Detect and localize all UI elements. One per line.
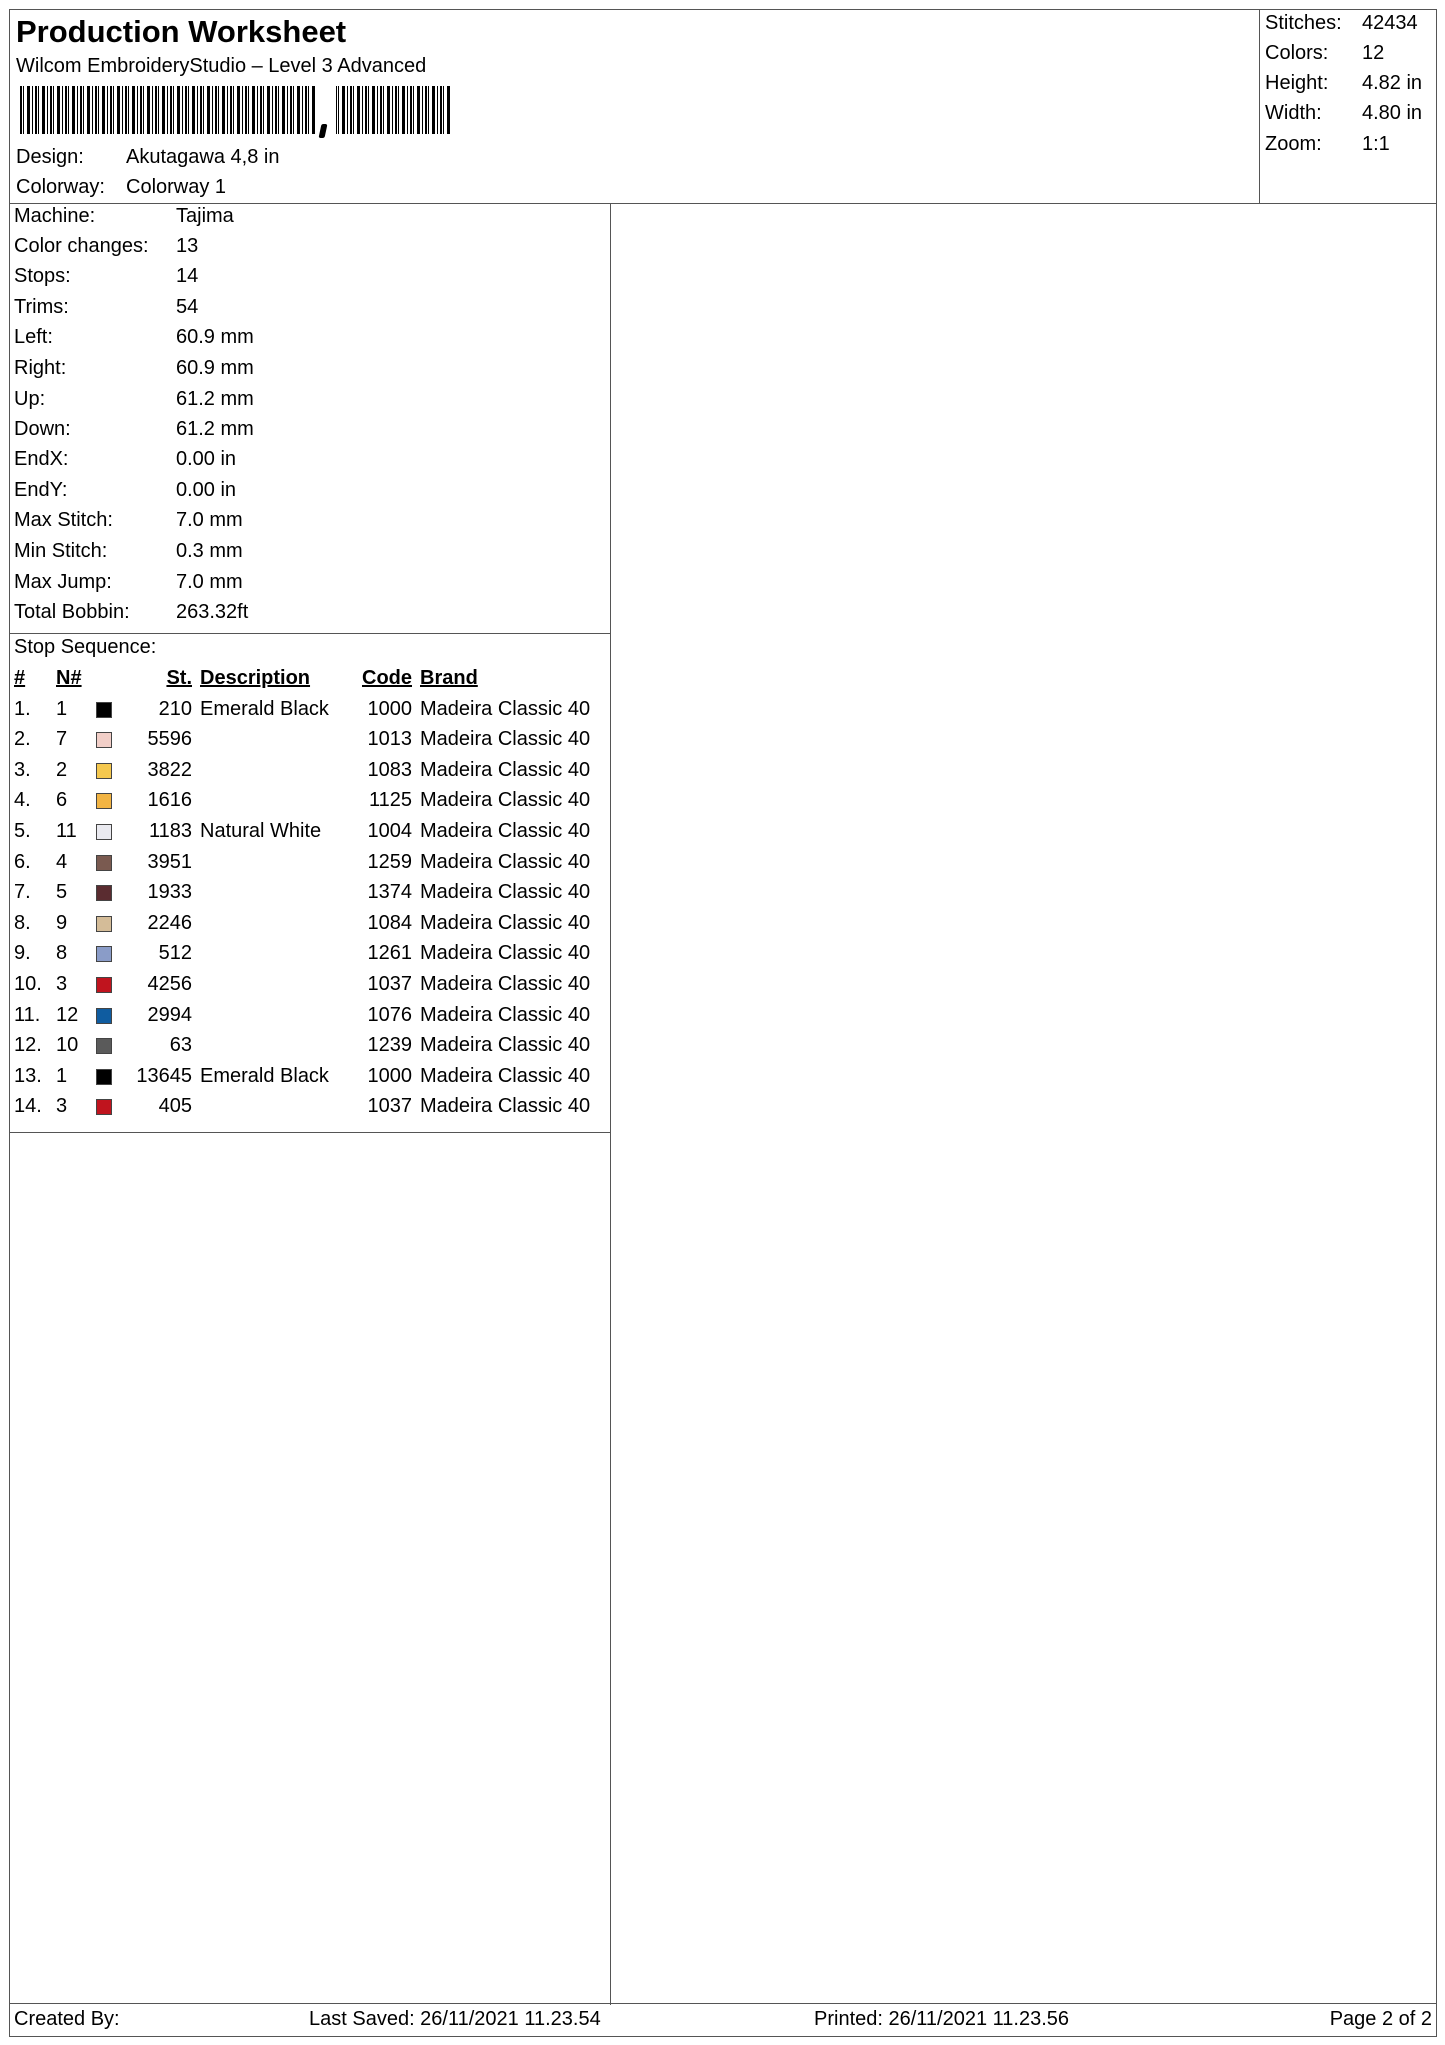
barcode-bars xyxy=(20,86,452,134)
stop-number: 7. xyxy=(14,881,31,903)
info-label: EndX: xyxy=(14,448,69,470)
last-saved: Last Saved: 26/11/2021 11.23.54 xyxy=(309,2008,601,2030)
color-swatch xyxy=(96,793,112,809)
stat-label: Colors: xyxy=(1265,42,1329,64)
stitch-count: 1183 xyxy=(148,820,192,842)
thread-code: 1261 xyxy=(367,942,412,964)
thread-brand: Madeira Classic 40 xyxy=(420,728,591,750)
stat-row xyxy=(1265,42,1384,65)
created-by: Created By: xyxy=(14,2008,120,2030)
thread-brand: Madeira Classic 40 xyxy=(420,912,591,934)
info-value: 60.9 mm xyxy=(176,326,254,348)
color-swatch xyxy=(96,1099,112,1115)
page-number: Page 2 of 2 xyxy=(1329,2008,1432,2030)
thread-description: Emerald Black xyxy=(200,698,329,720)
color-swatch xyxy=(96,885,112,901)
thread-code: 1076 xyxy=(367,1004,412,1026)
thread-description: Natural White xyxy=(200,820,322,842)
col-header-needle: N# xyxy=(56,667,82,689)
colorway-row xyxy=(16,176,226,199)
stat-value: 42434 xyxy=(1362,12,1418,34)
stats-panel xyxy=(1259,10,1436,203)
info-value: Tajima xyxy=(176,205,234,227)
thread-brand: Madeira Classic 40 xyxy=(420,851,591,873)
stat-label: Stitches: xyxy=(1265,12,1342,34)
info-label: EndY: xyxy=(14,479,68,501)
needle-number: 9 xyxy=(56,912,68,934)
stitch-count: 13645 xyxy=(136,1065,192,1087)
color-swatch xyxy=(96,1008,112,1024)
stat-value: 4.80 in xyxy=(1362,102,1423,124)
thread-code: 1084 xyxy=(367,912,412,934)
info-row xyxy=(14,540,243,563)
section-divider xyxy=(10,1132,610,1133)
design-label: Design: xyxy=(16,146,84,168)
color-swatch xyxy=(96,732,112,748)
table-row xyxy=(14,1065,610,1095)
stop-number: 11. xyxy=(14,1004,41,1026)
info-value: 60.9 mm xyxy=(176,357,254,379)
info-value: 0.3 mm xyxy=(176,540,243,562)
thread-brand: Madeira Classic 40 xyxy=(420,973,591,995)
table-row xyxy=(14,912,610,942)
stop-number: 9. xyxy=(14,942,31,964)
stat-label: Width: xyxy=(1265,102,1322,124)
stat-value: 12 xyxy=(1362,42,1385,64)
info-row xyxy=(14,326,254,349)
info-label: Min Stitch: xyxy=(14,540,108,562)
table-header-row xyxy=(14,667,610,697)
col-header-stitches: St. xyxy=(166,667,192,689)
printed-date: Printed: 26/11/2021 11.23.56 xyxy=(814,2008,1070,2030)
table-row xyxy=(14,851,610,881)
stat-row xyxy=(1265,12,1418,35)
thread-code: 1004 xyxy=(367,820,412,842)
thread-brand: Madeira Classic 40 xyxy=(420,942,591,964)
thread-code: 1000 xyxy=(367,698,412,720)
info-label: Color changes: xyxy=(14,235,149,257)
stop-number: 12. xyxy=(14,1034,42,1056)
stop-number: 3. xyxy=(14,759,31,781)
stat-value: 1:1 xyxy=(1362,133,1390,155)
color-swatch xyxy=(96,763,112,779)
design-row xyxy=(16,146,279,169)
info-row xyxy=(14,296,198,319)
color-swatch xyxy=(96,977,112,993)
info-row xyxy=(14,448,236,471)
thread-code: 1037 xyxy=(367,973,412,995)
info-label: Machine: xyxy=(14,205,96,227)
col-header-brand: Brand xyxy=(420,667,478,689)
info-value: 0.00 in xyxy=(176,479,237,501)
thread-code: 1374 xyxy=(367,881,412,903)
colorway-label: Colorway: xyxy=(16,176,105,198)
stitch-count: 3951 xyxy=(147,851,192,873)
thread-brand: Madeira Classic 40 xyxy=(420,1034,591,1056)
stop-number: 5. xyxy=(14,820,31,842)
col-header-description: Description xyxy=(200,667,311,689)
stitch-count: 2994 xyxy=(147,1004,192,1026)
table-row xyxy=(14,881,610,911)
table-row xyxy=(14,973,610,1003)
info-label: Up: xyxy=(14,388,46,410)
thread-brand: Madeira Classic 40 xyxy=(420,1095,591,1117)
info-row xyxy=(14,479,236,502)
table-row xyxy=(14,942,610,972)
stitch-count: 512 xyxy=(158,942,192,964)
info-row xyxy=(14,235,198,258)
needle-number: 8 xyxy=(56,942,68,964)
table-row xyxy=(14,728,610,758)
info-value: 263.32ft xyxy=(176,601,249,623)
col-header-code: Code xyxy=(362,667,412,689)
table-row xyxy=(14,759,610,789)
info-label: Down: xyxy=(14,418,71,440)
info-row xyxy=(14,418,254,441)
stat-label: Height: xyxy=(1265,72,1329,94)
stop-number: 2. xyxy=(14,728,31,750)
needle-number: 4 xyxy=(56,851,68,873)
table-row xyxy=(14,1034,610,1064)
thread-code: 1239 xyxy=(367,1034,412,1056)
stitch-count: 210 xyxy=(158,698,192,720)
thread-brand: Madeira Classic 40 xyxy=(420,698,591,720)
info-label: Trims: xyxy=(14,296,69,318)
thread-brand: Madeira Classic 40 xyxy=(420,881,591,903)
info-value: 54 xyxy=(176,296,199,318)
needle-number: 11 xyxy=(56,820,77,842)
software-name: Wilcom EmbroideryStudio – Level 3 Advanced xyxy=(16,55,427,77)
color-swatch xyxy=(96,1038,112,1054)
needle-number: 12 xyxy=(56,1004,79,1026)
thread-brand: Madeira Classic 40 xyxy=(420,759,591,781)
color-swatch xyxy=(96,855,112,871)
needle-number: 6 xyxy=(56,789,68,811)
info-label: Max Stitch: xyxy=(14,509,113,531)
stitch-count: 4256 xyxy=(147,973,192,995)
info-value: 13 xyxy=(176,235,199,257)
info-value: 14 xyxy=(176,265,199,287)
table-row xyxy=(14,789,610,819)
stat-row xyxy=(1265,102,1422,125)
color-swatch xyxy=(96,946,112,962)
color-swatch xyxy=(96,824,112,840)
stop-number: 14. xyxy=(14,1095,42,1117)
stitch-count: 1933 xyxy=(147,881,192,903)
info-row xyxy=(14,388,254,411)
info-value: 7.0 mm xyxy=(176,509,243,531)
table-row xyxy=(14,1095,610,1125)
needle-number: 7 xyxy=(56,728,68,750)
stop-number: 6. xyxy=(14,851,31,873)
needle-number: 2 xyxy=(56,759,68,781)
stop-number: 8. xyxy=(14,912,31,934)
needle-number: 10 xyxy=(56,1034,79,1056)
thread-brand: Madeira Classic 40 xyxy=(420,1065,591,1087)
stat-row xyxy=(1265,72,1422,95)
stat-label: Zoom: xyxy=(1265,133,1322,155)
info-value: 7.0 mm xyxy=(176,571,243,593)
thread-brand: Madeira Classic 40 xyxy=(420,789,591,811)
page-footer xyxy=(10,2003,1436,2036)
thread-brand: Madeira Classic 40 xyxy=(420,1004,591,1026)
stop-sequence-title: Stop Sequence: xyxy=(14,636,157,658)
table-row xyxy=(14,1004,610,1034)
color-swatch xyxy=(96,702,112,718)
stitch-count: 3822 xyxy=(147,759,192,781)
section-divider xyxy=(10,633,610,634)
needle-number: 3 xyxy=(56,973,68,995)
stitch-count: 2246 xyxy=(147,912,192,934)
stat-value: 4.82 in xyxy=(1362,72,1423,94)
info-row xyxy=(14,205,234,228)
stop-number: 1. xyxy=(14,698,31,720)
thread-code: 1259 xyxy=(367,851,412,873)
info-value: 61.2 mm xyxy=(176,418,254,440)
info-label: Total Bobbin: xyxy=(14,601,130,623)
col-header-num: # xyxy=(14,667,26,689)
info-row xyxy=(14,601,248,624)
info-value: 61.2 mm xyxy=(176,388,254,410)
design-value: Akutagawa 4,8 in xyxy=(126,146,280,168)
thread-brand: Madeira Classic 40 xyxy=(420,820,591,842)
info-row xyxy=(14,509,243,532)
info-label: Max Jump: xyxy=(14,571,112,593)
info-row xyxy=(14,571,243,594)
thread-code: 1037 xyxy=(367,1095,412,1117)
needle-number: 3 xyxy=(56,1095,68,1117)
worksheet-header xyxy=(10,10,1436,204)
stitch-count: 63 xyxy=(169,1034,192,1056)
stop-number: 4. xyxy=(14,789,31,811)
needle-number: 1 xyxy=(56,1065,68,1087)
needle-number: 1 xyxy=(56,698,68,720)
stop-number: 13. xyxy=(14,1065,42,1087)
worksheet-page xyxy=(9,9,1437,2037)
info-row xyxy=(14,265,198,288)
thread-code: 1125 xyxy=(368,789,412,811)
thread-code: 1013 xyxy=(367,728,412,750)
thread-description: Emerald Black xyxy=(200,1065,329,1087)
colorway-value: Colorway 1 xyxy=(126,176,227,198)
stitch-count: 5596 xyxy=(147,728,192,750)
info-row xyxy=(14,357,254,380)
stop-number: 10. xyxy=(14,973,42,995)
stat-row xyxy=(1265,133,1390,156)
stitch-count: 405 xyxy=(158,1095,192,1117)
table-row xyxy=(14,698,610,728)
color-swatch xyxy=(96,916,112,932)
left-column xyxy=(10,203,611,2005)
needle-number: 5 xyxy=(56,881,68,903)
barcode-image xyxy=(20,86,452,134)
thread-code: 1000 xyxy=(367,1065,412,1087)
table-row xyxy=(14,820,610,850)
page-title: Production Worksheet xyxy=(16,14,347,49)
thread-code: 1083 xyxy=(367,759,412,781)
stitch-count: 1616 xyxy=(147,789,192,811)
info-label: Left: xyxy=(14,326,53,348)
info-value: 0.00 in xyxy=(176,448,237,470)
info-label: Stops: xyxy=(14,265,71,287)
info-label: Right: xyxy=(14,357,67,379)
color-swatch xyxy=(96,1069,112,1085)
